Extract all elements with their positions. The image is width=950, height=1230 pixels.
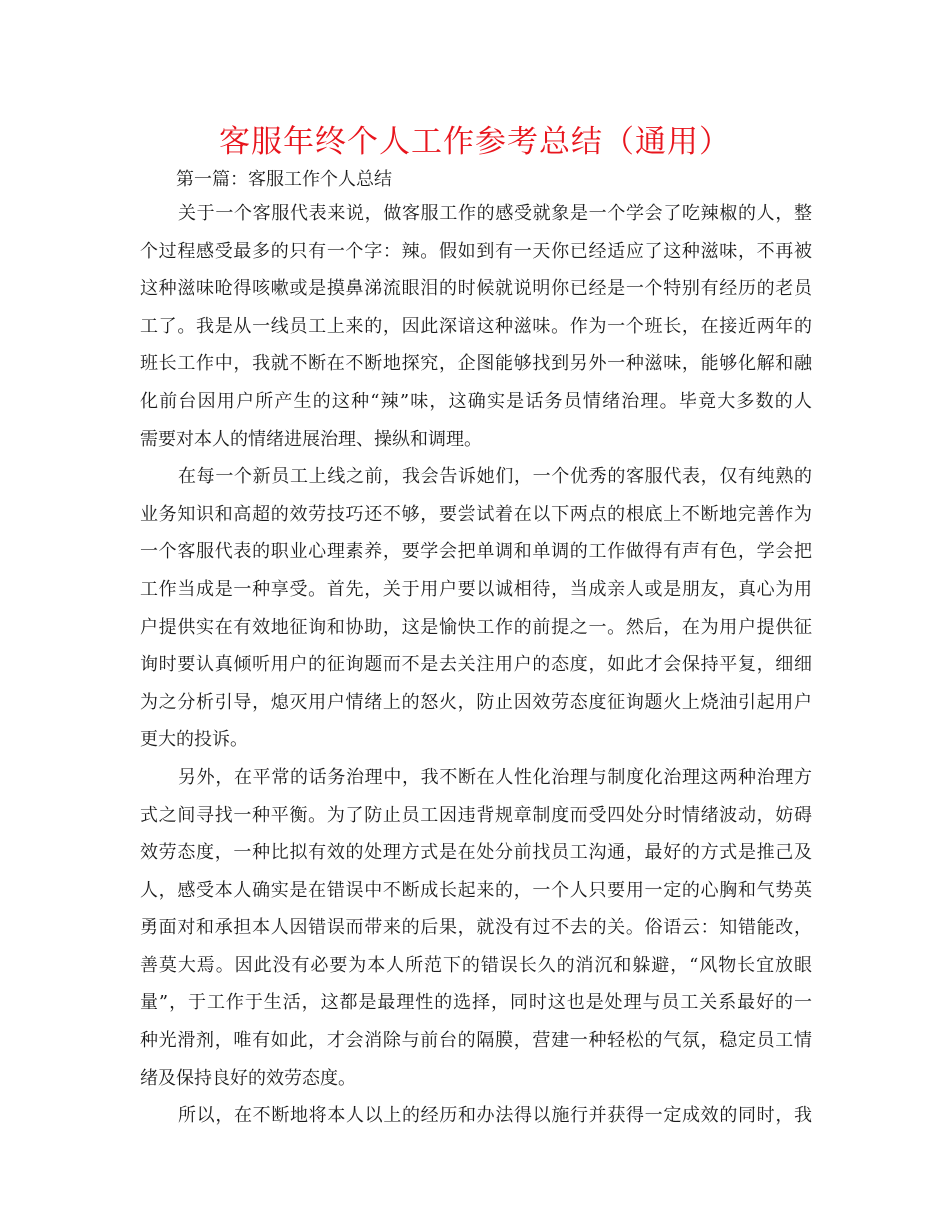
paragraph-line: 工了。我是从一线员工上来的，因此深谙这种滋味。作为一个班长，在接近两年的	[140, 315, 812, 337]
paragraph-line: 所以，在不断地将本人以上的经历和办法得以施行并获得一定成效的同时，我	[178, 1105, 812, 1127]
document-body	[140, 165, 812, 1135]
paragraph-line: 效劳态度，一种比拟有效的处理方式是在处分前找员工沟通，最好的方式是推己及	[140, 842, 812, 864]
paragraph-line: 一个客服代表的职业心理素养，要学会把单调和单调的工作做得有声有色，学会把	[140, 541, 812, 563]
paragraph-line: 量”，于工作于生活，这都是最理性的选择，同时这也是处理与员工关系最好的一	[140, 992, 812, 1014]
paragraph-line: 化前台因用户所产生的这种“辣”味，这确实是话务员情绪治理。毕竟大多数的人	[140, 390, 812, 412]
paragraph-2	[140, 458, 812, 759]
paragraph-line: 式之间寻找一种平衡。为了防止员工因违背规章制度而受四处分时情绪波动，妨碍	[140, 804, 812, 826]
paragraph-line: 需要对本人的情绪进展治理、操纵和调理。	[140, 428, 482, 450]
paragraph-3	[140, 759, 812, 1097]
section-heading: 第一篇：客服工作个人总结	[176, 169, 392, 190]
paragraph-line: 业务知识和高超的效劳技巧还不够，要尝试着在以下两点的根底上不断地完善作为	[140, 503, 812, 525]
paragraph-line: 这种滋味呛得咳嗽或是摸鼻涕流眼泪的时候就说明你已经是一个特别有经历的老员	[140, 278, 812, 300]
paragraph-1	[140, 195, 812, 458]
paragraph-line: 班长工作中，我就不断在不断地探究，企图能够找到另外一种滋味，能够化解和融	[140, 353, 812, 375]
paragraph-line: 工作当成是一种享受。首先，关于用户要以诚相待，当成亲人或是朋友，真心为用	[140, 578, 812, 600]
paragraph-line: 在每一个新员工上线之前，我会告诉她们，一个优秀的客服代表，仅有纯熟的	[178, 466, 812, 488]
paragraph-line: 种光滑剂，唯有如此，才会消除与前台的隔膜，营建一种轻松的气氛，稳定员工情	[140, 1030, 812, 1052]
paragraph-line: 更大的投诉。	[140, 729, 248, 751]
paragraph-line: 另外，在平常的话务治理中，我不断在人性化治理与制度化治理这两种治理方	[178, 766, 812, 788]
paragraph-line: 询时要认真倾听用户的征询题而不是去关注用户的态度，如此才会保持平复，细细	[140, 654, 812, 676]
paragraph-4	[140, 1097, 812, 1135]
paragraph-line: 善莫大焉。因此没有必要为本人所范下的错误长久的消沉和躲避，“风物长宜放眼	[140, 954, 812, 976]
paragraph-line: 关于一个客服代表来说，做客服工作的感受就象是一个学会了吃辣椒的人，整	[178, 203, 812, 224]
paragraph-line: 户提供实在有效地征询和协助，这是愉快工作的前提之一。然后，在为用户提供征	[140, 616, 812, 638]
paragraph-line: 为之分析引导，熄灭用户情绪上的怒火，防止因效劳态度征询题火上烧油引起用户	[140, 691, 812, 713]
document-title: 客服年终个人工作参考总结（通用）	[219, 124, 731, 160]
paragraph-line: 勇面对和承担本人因错误而带来的后果，就没有过不去的关。俗语云：知错能改，	[140, 917, 812, 939]
paragraph-line: 个过程感受最多的只有一个字：辣。假如到有一天你已经适应了这种滋味，不再被	[140, 240, 812, 262]
paragraph-line: 人，感受本人确实是在错误中不断成长起来的，一个人只要用一定的心胸和气势英	[140, 879, 812, 901]
paragraph-line: 绪及保持良好的效劳态度。	[140, 1067, 356, 1089]
